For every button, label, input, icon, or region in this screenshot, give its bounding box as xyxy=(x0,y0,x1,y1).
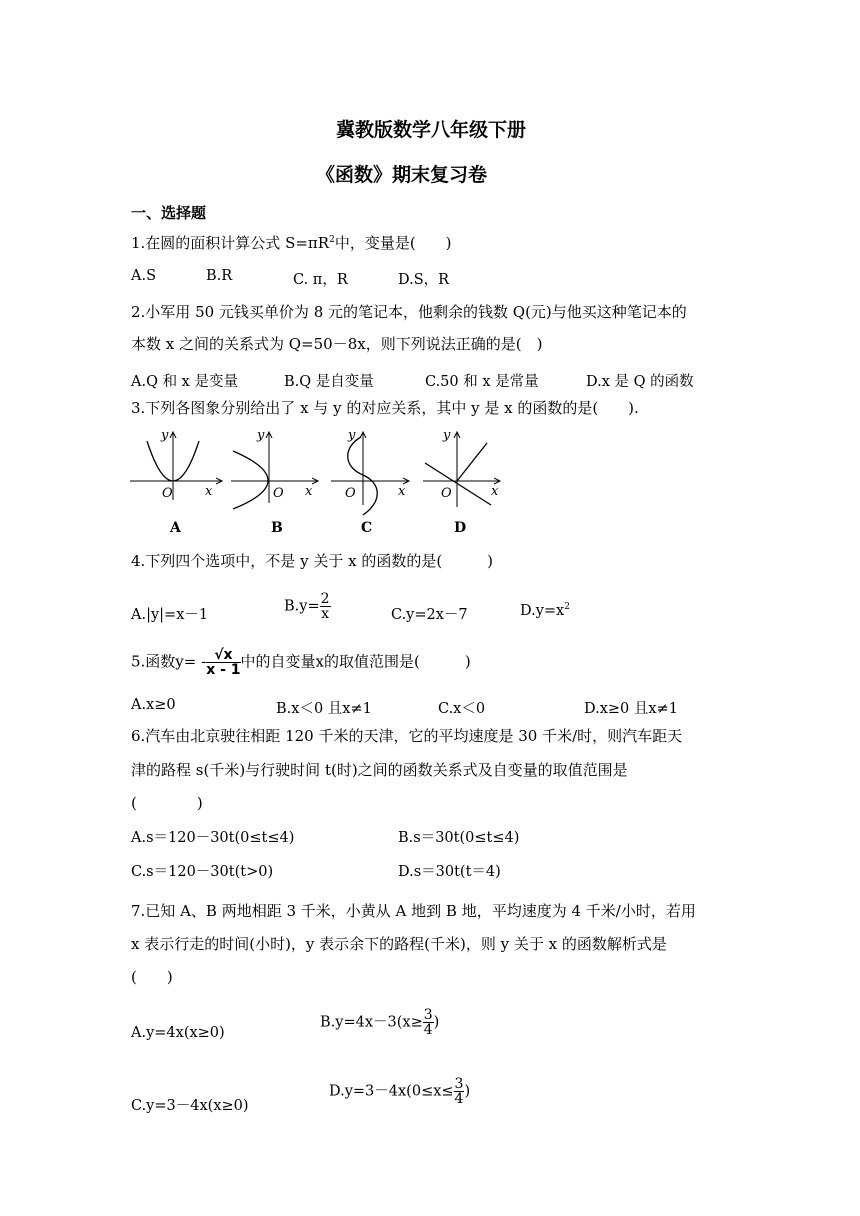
question-1-option-c: C. π，R xyxy=(293,272,348,288)
graph-b-origin-label: O xyxy=(273,486,284,501)
question-5-stem: 5.函数y= - $\frac{√x}{x - 1}$ 中的自变量x的取值范围是( ) xyxy=(131,647,471,678)
question-4-option-d: $D.y=x^2$ xyxy=(520,602,570,619)
question-6-line-1: 6.汽车由北京驶往相距 120 千米的天津，它的平均速度是 30 千米/时，则汽车距天 xyxy=(131,727,683,745)
question-2-line-2: 本数 x 之间的关系式为 Q=50－8x，则下列说法正确的是( ) xyxy=(131,335,543,353)
graph-b-label: B xyxy=(271,520,283,536)
question-7-line-3: ( ) xyxy=(131,968,173,986)
question-1-option-d: D.S，R xyxy=(398,272,450,288)
question-2-option-b: B.Q 是自变量 xyxy=(284,374,374,390)
graph-c-origin-label: O xyxy=(345,486,356,501)
question-6-line-2: 津的路程 s(千米)与行驶时间 t(时)之间的函数关系式及自变量的取值范围是 xyxy=(131,761,628,779)
question-2-option-c: C.50 和 x 是常量 xyxy=(425,374,539,390)
question-7-option-b: B.y=4x－3(x≥ $\frac{3}{4}$ ) xyxy=(320,1007,440,1038)
question-6-option-b: B.s＝30t(0≤t≤4) xyxy=(398,830,520,846)
graph-a-label: A xyxy=(170,520,181,536)
graph-d-origin-label: O xyxy=(441,486,452,501)
question-2-option-a: A.Q 和 x 是变量 xyxy=(131,374,238,390)
question-1-option-b: B.R xyxy=(206,268,233,284)
question-3-graphs xyxy=(125,425,510,540)
graph-a-x-label: x xyxy=(205,484,213,499)
question-4-option-b: B.y= $\frac{2}{x}$ xyxy=(284,591,330,622)
graph-a-y-label: y xyxy=(161,428,169,443)
question-5-option-a: A.x≥0 xyxy=(131,697,176,713)
question-7-option-c: C.y=3－4x(x≥0) xyxy=(131,1098,249,1114)
question-6-line-3: ( ) xyxy=(131,794,203,812)
document-title: 冀教版数学八年级下册 xyxy=(336,119,527,141)
graph-d-y-label: y xyxy=(443,428,451,443)
graph-c xyxy=(331,428,409,536)
question-7-line-1: 7.已知 A、B 两地相距 3 千米，小黄从 A 地到 B 地，平均速度为 4 千米/小时，若用 xyxy=(131,902,696,920)
question-1-option-a: A.S xyxy=(131,268,157,284)
question-5-option-c: C.x＜0 xyxy=(438,701,486,717)
question-4-stem: 4.下列四个选项中，不是 y 关于 x 的函数的是( ) xyxy=(131,552,494,570)
question-7-option-a: A.y=4x(x≥0) xyxy=(131,1025,225,1041)
question-3-stem: 3.下列各图象分别给出了 x 与 y 的对应关系，其中 y 是 x 的函数的是( ). xyxy=(131,399,639,417)
graph-d xyxy=(423,428,500,536)
graph-d-x-label: x xyxy=(491,484,499,499)
document-subtitle: 《函数》期末复习卷 xyxy=(316,164,488,186)
section-heading: 一、选择题 xyxy=(131,204,207,222)
graph-b-y-label: y xyxy=(257,428,265,443)
question-5-option-b: B.x＜0 且x≠1 xyxy=(276,701,372,717)
question-7-option-d: D.y=3－4x(0≤x≤ $\frac{3}{4}$ ) xyxy=(329,1076,471,1107)
question-5-option-d: D.x≥0 且x≠1 xyxy=(584,701,678,717)
question-2-option-d: D.x 是 Q 的函数 xyxy=(586,374,694,390)
graph-b xyxy=(231,428,318,536)
graph-d-label: D xyxy=(454,520,467,536)
question-4-option-c: C.y=2x－7 xyxy=(391,607,468,623)
question-6-option-a: A.s＝120－30t(0≤t≤4) xyxy=(131,830,295,846)
graph-b-x-label: x xyxy=(305,484,313,499)
question-1-stem: 1.在圆的面积计算公式 $S=\pi R^2$中，变量是( ) xyxy=(131,234,452,252)
graph-a-origin-label: O xyxy=(162,486,173,501)
graph-c-y-label: y xyxy=(348,428,356,443)
question-2-line-1: 2.小军用 50 元钱买单价为 8 元的笔记本，他剩余的钱数 Q(元)与他买这种笔记本的 xyxy=(131,303,687,321)
question-6-option-d: D.s＝30t(t＝4) xyxy=(398,864,501,880)
graph-a xyxy=(130,428,222,536)
question-7-line-2: x 表示行走的时间(小时)，y 表示余下的路程(千米)，则 y 关于 x 的函数解析式是 xyxy=(131,935,667,953)
question-6-option-c: C.s＝120－30t(t>0) xyxy=(131,864,274,880)
graph-c-x-label: x xyxy=(398,484,406,499)
graph-c-label: C xyxy=(361,520,373,536)
question-4-option-a: A.|y|=x－1 xyxy=(131,607,209,623)
